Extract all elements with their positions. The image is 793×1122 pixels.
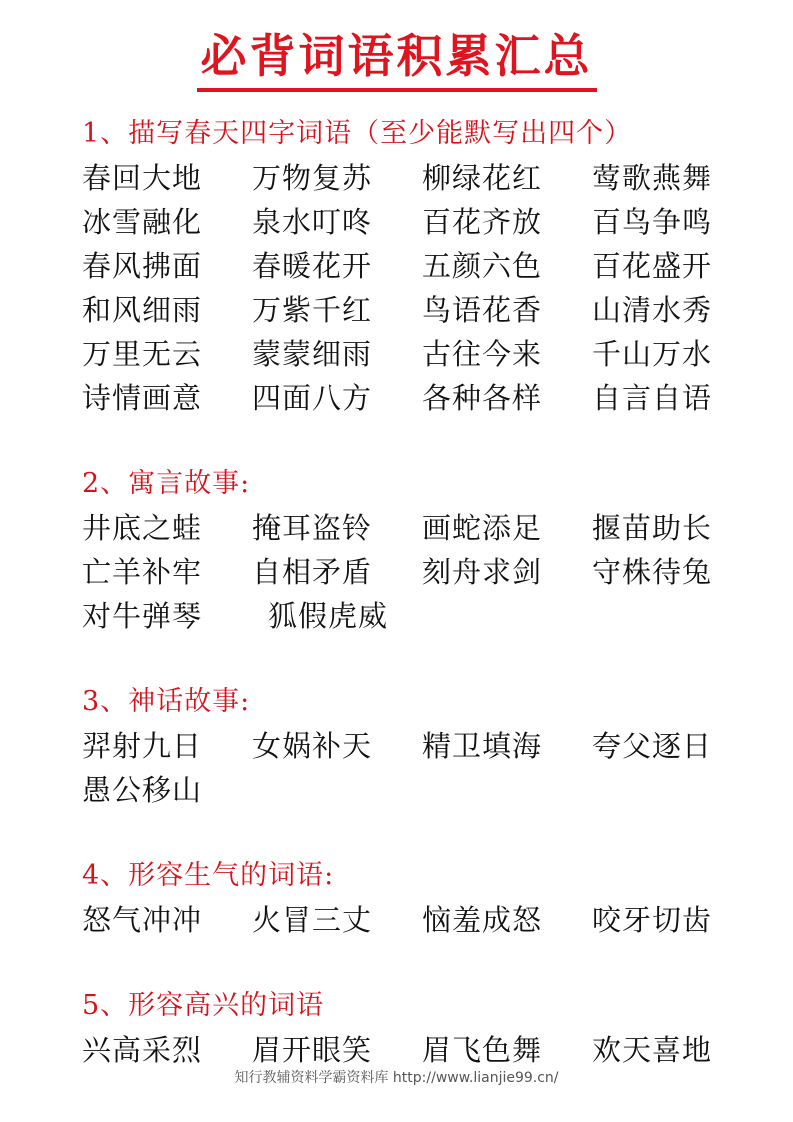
word-item: 精卫填海 [422, 729, 543, 763]
footer-watermark: 知行教辅资料学霸资料库 http://www.lianjie99.cn/ [234, 1070, 559, 1086]
word-item: 羿射九日 [82, 729, 203, 763]
section-heading: 1、描写春天四字词语（至少能默写出四个） [82, 118, 633, 149]
word-item: 万物复苏 [252, 161, 373, 195]
section-heading: 4、形容生气的词语: [82, 860, 335, 891]
word-grid [82, 1028, 762, 1072]
word-item: 火冒三丈 [252, 903, 373, 937]
word-item: 恼羞成怒 [422, 903, 543, 937]
word-item: 千山万水 [592, 337, 713, 371]
word-item: 咬牙切齿 [592, 903, 713, 937]
section-angry-words [82, 854, 762, 942]
word-item: 亡羊补牢 [82, 555, 203, 589]
word-item: 夸父逐日 [592, 729, 713, 763]
section-heading: 5、形容高兴的词语 [82, 990, 325, 1021]
page-title: 必背词语积累汇总 [197, 28, 597, 92]
section-spring-idioms [82, 112, 762, 420]
word-item: 春回大地 [82, 161, 203, 195]
word-item: 蒙蒙细雨 [252, 337, 373, 371]
word-item: 愚公移山 [82, 773, 203, 807]
word-item: 万紫千红 [252, 293, 373, 327]
word-item: 自相矛盾 [252, 555, 373, 589]
word-item: 眉开眼笑 [252, 1033, 373, 1067]
word-item: 柳绿花红 [422, 161, 543, 195]
word-item: 对牛弹琴 [82, 599, 203, 633]
word-item: 春暖花开 [252, 249, 373, 283]
word-item: 自言自语 [592, 381, 713, 415]
word-item: 莺歌燕舞 [592, 161, 713, 195]
word-item: 春风拂面 [82, 249, 203, 283]
word-grid [82, 724, 762, 812]
section-heading: 3、神话故事: [82, 686, 251, 717]
word-item: 鸟语花香 [422, 293, 543, 327]
section-happy-words [82, 984, 762, 1072]
word-item: 诗情画意 [82, 381, 203, 415]
word-item: 百花齐放 [422, 205, 543, 239]
word-item: 古往今来 [422, 337, 543, 371]
word-item: 兴高采烈 [82, 1033, 203, 1067]
word-item: 泉水叮咚 [252, 205, 373, 239]
section-myths [82, 680, 762, 812]
word-item: 百花盛开 [592, 249, 713, 283]
section-heading: 2、寓言故事: [82, 468, 251, 499]
word-item: 揠苗助长 [592, 511, 713, 545]
word-grid [82, 506, 762, 638]
word-item: 四面八方 [252, 381, 373, 415]
word-item: 五颜六色 [422, 249, 543, 283]
word-item: 画蛇添足 [422, 511, 543, 545]
word-item: 和风细雨 [82, 293, 203, 327]
word-item: 眉飞色舞 [422, 1033, 543, 1067]
word-item: 刻舟求剑 [422, 555, 543, 589]
word-item: 百鸟争鸣 [592, 205, 713, 239]
word-grid [82, 898, 762, 942]
word-item: 女娲补天 [252, 729, 373, 763]
word-item: 怒气冲冲 [82, 903, 203, 937]
word-item: 掩耳盗铃 [252, 511, 373, 545]
section-fables [82, 462, 762, 638]
word-grid [82, 156, 762, 420]
title-area [0, 28, 793, 92]
word-item: 井底之蛙 [82, 511, 203, 545]
word-item: 狐假虎威 [268, 599, 389, 633]
word-item: 山清水秀 [592, 293, 713, 327]
word-item: 万里无云 [82, 337, 203, 371]
word-item: 各种各样 [422, 381, 543, 415]
word-item: 冰雪融化 [82, 205, 203, 239]
word-item: 守株待兔 [592, 555, 713, 589]
word-item: 欢天喜地 [592, 1033, 713, 1067]
